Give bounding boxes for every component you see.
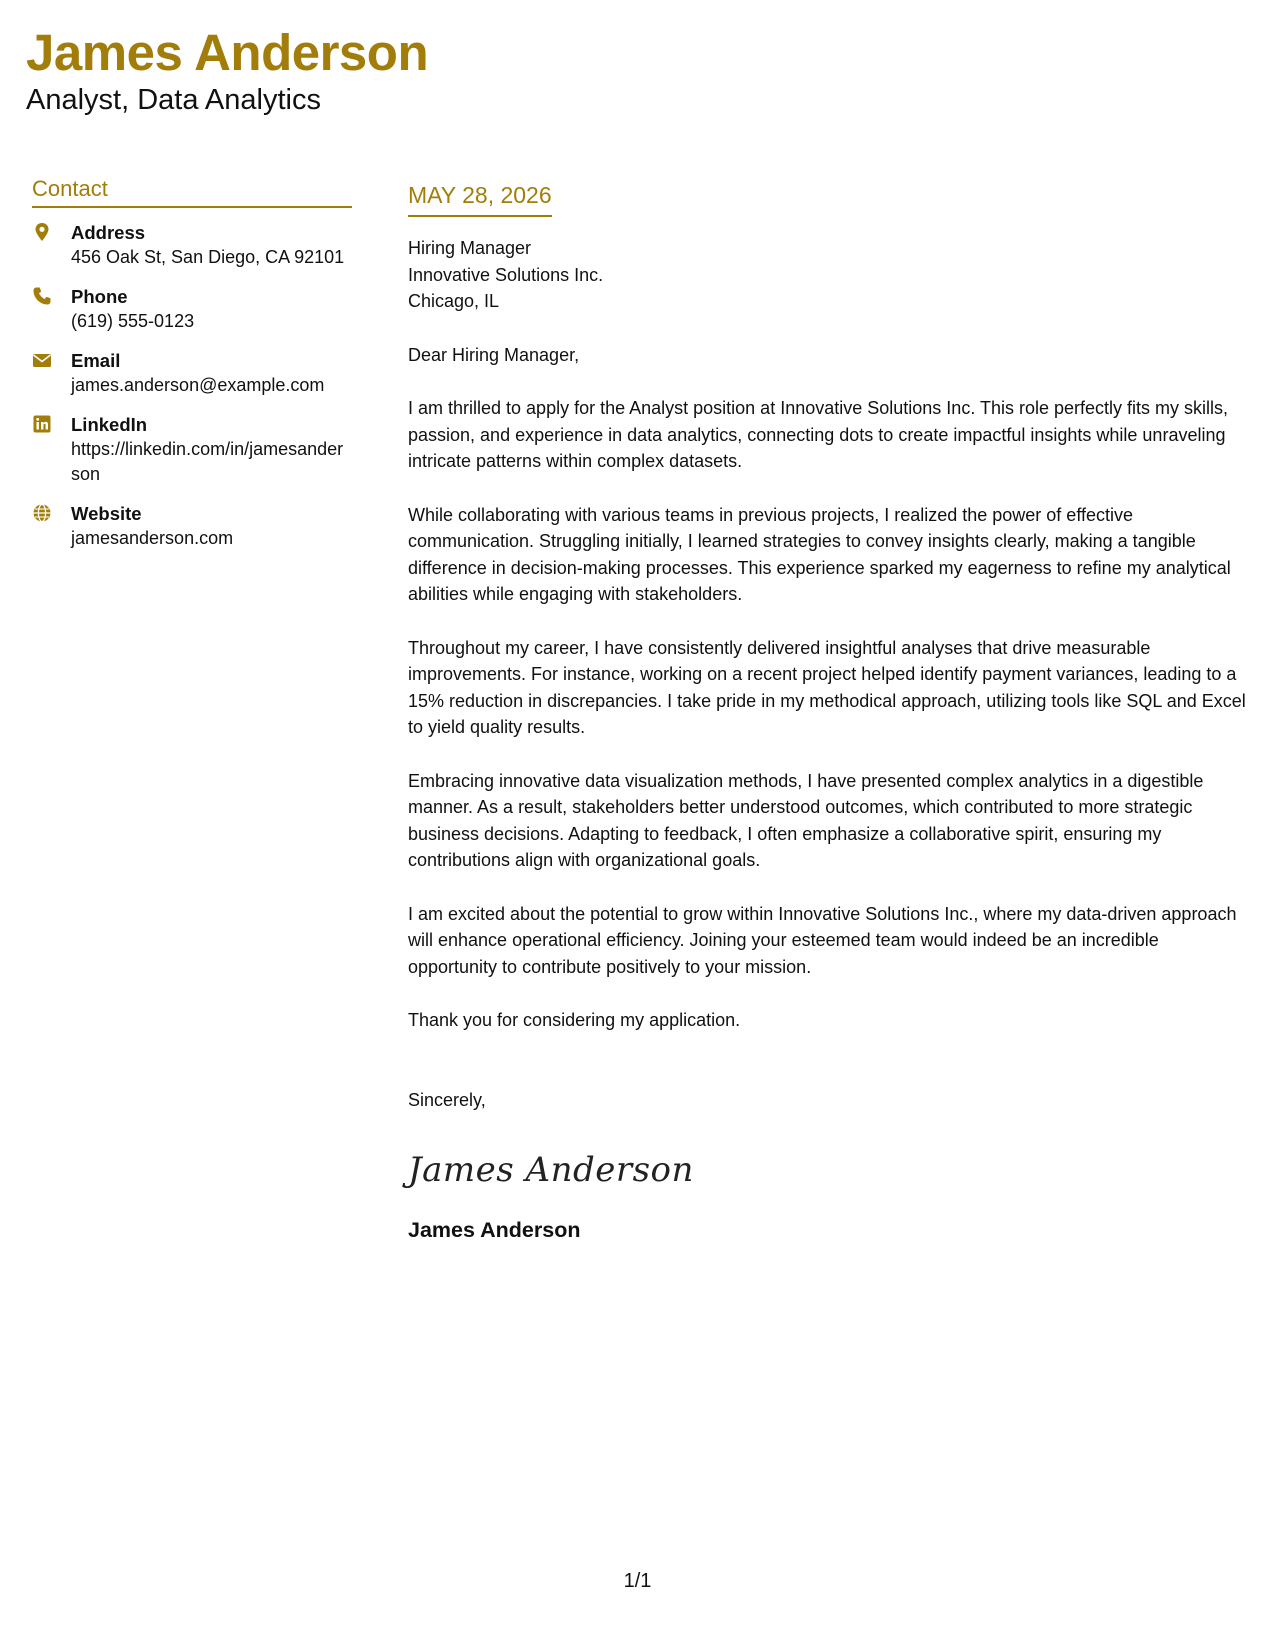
recipient-line: Chicago, IL [408,291,500,311]
contact-sidebar [32,174,352,565]
salutation: Dear Hiring Manager, [408,344,580,365]
closing: Sincerely, [408,1089,486,1110]
phone-value: (619) 555-0123 [71,311,195,331]
page-number: 1/1 [623,1570,652,1592]
letter-paragraph: Embracing innovative data visualization methods, I have presented complex analytics in a digestible manner. As a result, stakeholders better understood outcomes, which contributed to more strategic business decisions. Adapting to feedback, I often emphasize a collaborative spirit, ensuring my contributions align with organizational goals. [408,770,1204,870]
phone-icon [32,286,52,306]
letter-date: MAY 28, 2026 [408,178,552,217]
contact-label: Address [71,222,146,243]
applicant-name: James Anderson [26,24,429,81]
contact-item-phone [32,284,352,334]
contact-label: Phone [71,286,128,307]
contact-item-linkedin [32,412,352,487]
contact-item-address [32,220,352,270]
recipient-line: Hiring Manager [408,238,532,258]
contact-label: Email [71,350,121,371]
letter-body [408,178,1248,1245]
email-value[interactable]: james.anderson@example.com [71,375,325,395]
signed-name: James Anderson [408,1218,581,1242]
contact-heading: Contact [32,174,352,208]
letter-paragraph: Throughout my career, I have consistently delivered insightful analyses that drive measurable improvements. For instance, working on a recent project helped identify payment variances, leading to a 15% reduction in discrepancies. I take pride in my methodical approach, utilizing tools like SQL and Excel to yield quality results. [408,637,1246,737]
globe-icon [32,503,52,523]
recipient-line: Innovative Solutions Inc. [408,264,604,285]
website-value[interactable]: jamesanderson.com [71,528,234,548]
envelope-icon [32,350,52,370]
letter-paragraph: I am excited about the potential to grow within Innovative Solutions Inc., where my data-driven approach will enhance operational efficiency. Joining your esteemed team would indeed be an incredible opportunity to contribute positively to your mission. [408,903,1237,977]
handwritten-signature: James Anderson [408,1150,694,1190]
applicant-title: Analyst, Data Analytics [26,84,321,116]
location-pin-icon [32,222,52,242]
letter-paragraph: I am thrilled to apply for the Analyst position at Innovative Solutions Inc. This role perfectly fits my skills, passion, and experience in data analytics, connecting dots to create impactful insights while unraveling intricate patterns within complex datasets. [408,398,1229,471]
linkedin-value[interactable]: https://linkedin.com/in/jamesanderson [71,439,344,484]
letter-paragraph: While collaborating with various teams in previous projects, I realized the power of effective communication. Struggling initially, I learned strategies to convey insights clearly, making a tangible difference in decision-making processes. This experience sparked my eagerness to refine my analytical abilities while engaging with stakeholders. [408,504,1231,604]
contact-label: LinkedIn [71,414,148,435]
letter-paragraph: Thank you for considering my application. [408,1010,741,1030]
contact-item-website [32,501,352,551]
linkedin-icon [32,414,52,434]
contact-item-email [32,348,352,398]
recipient-block [408,235,1248,315]
address-value: 456 Oak St, San Diego, CA 92101 [71,247,345,267]
contact-label: Website [71,503,142,524]
